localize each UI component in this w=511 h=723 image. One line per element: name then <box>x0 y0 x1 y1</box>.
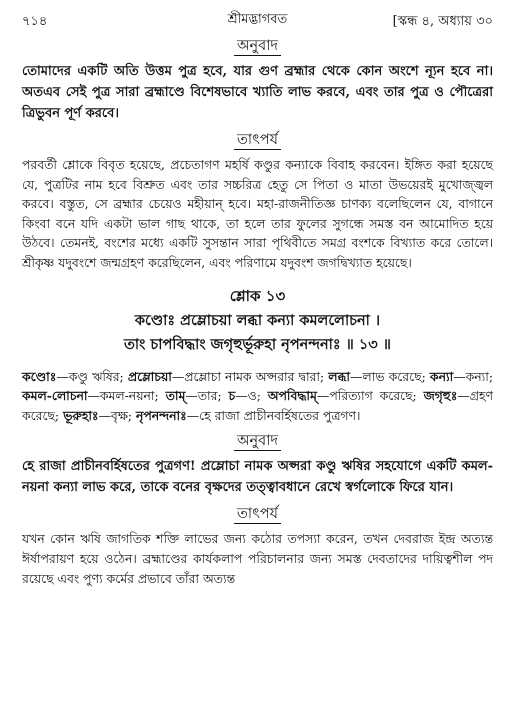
purport-heading-2: তাৎপর্য <box>22 506 493 524</box>
synonym-word: অপবিদ্ধাম্ <box>267 388 317 404</box>
translation-heading: অনুবাদ <box>22 38 493 56</box>
synonym-meaning: —ও; <box>235 388 268 404</box>
purport-text-2: যখন কোন ঋষি জাগতিক শক্তি লাভের জন্য কঠোর তপস্যা করেন, তখন দেবরাজ ইন্দ্র অত্যন্ত ঈর্ষাপরায়ণ হয়ে ওঠেন। ব্রহ্মাণ্ডের কার্যকলাপ পরিচালনার জন্য সমস্ত দেবতাদের দায়িত্বশীল পদ রয়েছে এবং পুণ্য কর্মের প্রভাবে তাঁরা অত্যন্ত <box>22 531 493 586</box>
synonym-word: নৃপনন্দনাঃ <box>135 407 187 423</box>
synonym-word: কন্যা <box>429 368 454 384</box>
synonym-word: চ <box>228 388 236 404</box>
synonym-meaning: —কমল-নয়না; <box>87 388 166 404</box>
purport-text: পরবর্তী শ্লোকে বিবৃত হয়েছে, প্রচেতাগণ মহর্ষি কণ্ডুর কন্যাকে বিবাহ করবেন। ইঙ্গিত করা হয়েছে যে, পুত্রটির নাম হবে বিশ্রুত এবং তার সচ্চরিত্র হেতু সে পিতা ও মাতা উভয়েরই মুখোজ্জ্বল করবে। বস্তুত, সে ব্রহ্মার চেয়েও মহীয়ান্ হবে। মহা-রাজনীতিজ্ঞ চাণক্য বলেছিলেন যে, বাগানে কিংবা বনে যদি একটা ভাল গাছ থাকে, তা হলে তার ফুলের সুগন্ধে সমস্ত বন আমোদিত হয়ে উঠবে। তেমনই, বংশের মধ্যে একটি সুসন্তান সারা পৃথিবীতে সমগ্র বংশকে বিখ্যাত করে তোলে। শ্রীকৃষ্ণ যদুবংশে জন্মগ্রহণ করেছিলেন, এবং পরিণামে যদুবংশ জগদ্বিখ্যাত হয়েছে। <box>22 157 493 270</box>
section-label: [স্কন্ধ ৪, অধ্যায় ৩০ <box>392 14 493 29</box>
synonym-meaning: —গ্রহণ করেছে; <box>22 388 493 423</box>
synonym-meaning: —হে রাজা প্রাচীনবর্হিষতের পুত্রগণ। <box>186 407 361 423</box>
synonym-word: ভূরুহাঃ <box>63 407 99 423</box>
synonym-word: কণ্ডোঃ <box>22 368 57 384</box>
book-title: শ্রীমদ্ভাগবত <box>227 12 288 27</box>
verse-line-2: তাং চাপবিদ্ধাং জগৃহুর্ভূরুহা নৃপনন্দনাঃ ॥ ১৩ ॥ <box>124 335 391 353</box>
synonym-word: জগৃহুঃ <box>423 388 458 404</box>
synonym-meaning: —লাভ করেছে; <box>350 368 430 384</box>
synonyms-paragraph <box>22 367 493 426</box>
synonym-meaning: —কণ্ডু ঋষির; <box>56 368 128 384</box>
verse-line-1: কণ্ডোঃ প্রম্লোচয়া লব্ধা কন্যা কমললোচনা । <box>134 311 381 329</box>
synonym-word: প্রম্লোচয়া <box>127 368 172 384</box>
translation-text: তোমাদের একটি অতি উত্তম পুত্র হবে, যার গুণ ব্রহ্মার থেকে কোন অংশে ন্যূন হবে না। অতএব সেই পুত্র সারা ব্রহ্মাণ্ডে বিশেষভাবে খ্যাতি লাভ করবে, এবং তার পুত্র ও পৌত্রেরা ত্রিভুবন পূর্ণ করবে। <box>22 64 493 121</box>
synonym-word: কমল-লোচনা <box>22 388 88 404</box>
translation-text-2: হে রাজা প্রাচীনবর্হিষতের পুত্রগণ! প্রম্লোচা নামক অপ্সরা কণ্ডু ঋষির সহযোগে একটি কমল-নয়না কন্যা লাভ করে, তাকে বনের বৃক্ষদের তত্ত্বাবধানে রেখে স্বর্গলোকে ফিরে যান। <box>22 459 493 496</box>
translation-heading-2: অনুবাদ <box>22 433 493 451</box>
synonym-word: লব্ধা <box>328 368 351 384</box>
synonym-word: তাম্ <box>165 388 186 404</box>
purport-heading: তাৎপর্য <box>22 132 493 150</box>
synonym-meaning: —প্রম্লোচা নামক অপ্সরার দ্বারা; <box>171 368 329 384</box>
synonym-meaning: —কন্যা; <box>453 368 494 384</box>
synonym-meaning: —বৃক্ষ; <box>98 407 136 423</box>
page-header <box>22 0 493 30</box>
synonym-meaning: —তার; <box>185 388 229 404</box>
verse-heading: শ্লোক ১৩ <box>229 286 286 305</box>
synonym-meaning: —পরিত্যাগ করেছে; <box>316 388 424 404</box>
page-number: ৭১৪ <box>22 14 48 29</box>
